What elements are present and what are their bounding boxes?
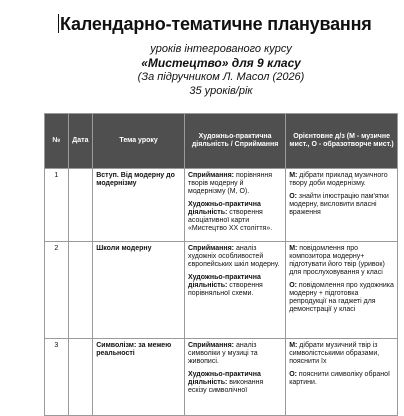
homework-music: М: повідомлення про композитора модерну+ підготувати його твір (уривок) для прослуховування у класі [289,245,385,276]
table-row [45,169,398,242]
planning-table [44,113,398,416]
homework-visual: О: повідомлення про художника модерну + підготовка репродукції на гаджеті для демонстрації у класі [289,282,394,313]
row-number: 3 [45,339,69,416]
row-number: 2 [45,242,69,339]
row-activity [185,242,286,339]
row-topic: Символізм: за межею реальності [93,339,185,416]
header-topic: Тема уроку [93,114,185,169]
activity-perception: Сприймання: аналіз художніх особливостей європейських шкіл модерну. [188,245,280,268]
homework-music: М: дібрати музичний твір із символістськими образами, пояснити їх [289,342,380,365]
text-cursor [58,14,59,33]
activity-practice: Художньо-практична діяльність: виконання ескізу символічної [188,371,264,394]
table-header-row [45,114,398,169]
homework-music: М: дібрати приклад музичного твору доби модернізму. [289,172,388,187]
subtitle-course-name: «Мистецтво» для 9 класу [141,56,301,70]
table-row [45,242,398,339]
activity-perception: Сприймання: аналіз символіки у музиці та живописі. [188,342,258,365]
row-date[interactable] [68,242,93,339]
row-topic: Вступ. Від модерну до модернізму [93,169,185,242]
activity-perception: Сприймання: порівняння творів модерну й модернізму (М, О). [188,172,273,195]
row-date[interactable] [68,169,93,242]
header-activity: Художньо-практична діяльність / Сприймання [185,114,286,169]
row-homework [286,242,398,339]
subtitle-course-type: уроків інтегрованого курсу [150,43,292,55]
subtitle-hours: 35 уроків/рік [189,85,253,97]
row-topic: Школи модерну [93,242,185,339]
header-num: № [45,114,69,169]
activity-practice: Художньо-практична діяльність: створення порівняльної схеми. [188,274,263,297]
header-homework: Орієнтовне д/з (М - музичне мист., О - образотворче мист.) [286,114,398,169]
header-date: Дата [68,114,93,169]
title-text: Календарно-тематичне планування [60,14,372,34]
homework-visual: О: знайти ілюстрацію пам'ятки модерну, висловити власні враження [289,193,389,216]
row-homework [286,169,398,242]
homework-visual: О: пояснити символіку обраної картини. [289,371,390,386]
row-activity [185,169,286,242]
row-number: 1 [45,169,69,242]
subtitle-textbook: (За підручником Л. Масол (2026) [137,71,305,83]
page-title [58,14,372,35]
activity-practice: Художньо-практична діяльність: створення асоціативної карти «Мистецтво XX століття». [188,201,273,232]
